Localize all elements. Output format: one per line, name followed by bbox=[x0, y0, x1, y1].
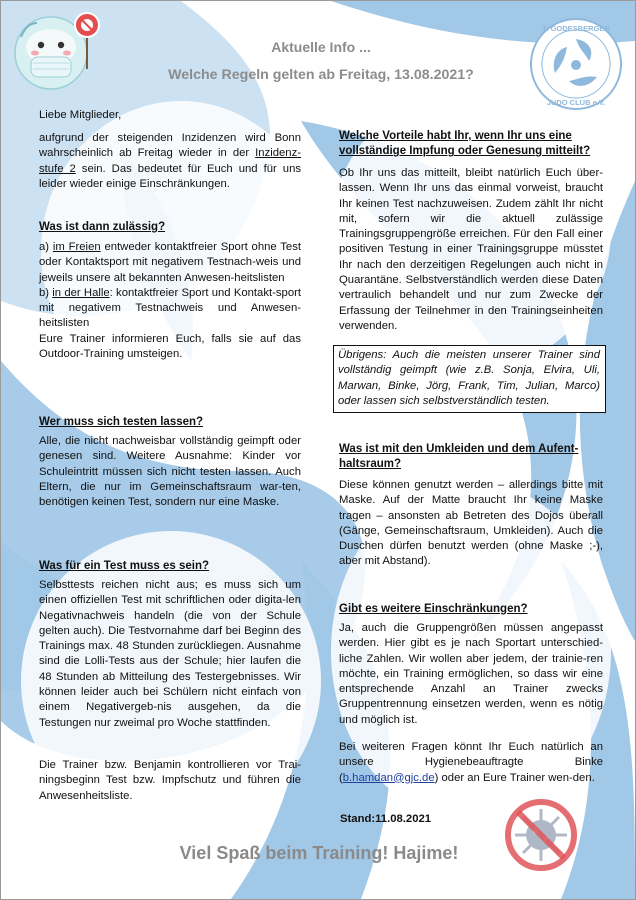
footer-slogan: Viel Spaß beim Training! Hajime! bbox=[179, 843, 459, 863]
umkleiden-text: Diese können genutzt werden – allerdings bitte mit Maske. Auf der Matte braucht Ihr keine Maske tragen – ansonsten ab Betreten des Dojos überall (Gänge, Gemeinschaftsraum, Umkleiden). Auch die Duschen dürfen benutzt werden (ohne Maske ;-), aber mit Abstand). bbox=[339, 479, 603, 568]
intro-text-b: sein. Das bedeutet für Euch und für uns leider wieder einige Einschränkungen. bbox=[39, 162, 301, 190]
heading-testen: Wer muss sich testen lassen? bbox=[39, 416, 204, 428]
inzidenzstufe-link[interactable]: Inzidenz-stufe 2 bbox=[39, 147, 301, 175]
heading-zulaessig: Was ist dann zulässig? bbox=[39, 221, 166, 233]
svg-text:1. GODESBERGER: 1. GODESBERGER bbox=[542, 24, 610, 33]
mask-mascot-icon bbox=[11, 7, 107, 95]
page-subtitle: Welche Regeln gelten ab Freitag, 13.08.2021? bbox=[168, 67, 474, 83]
testen-text: Alle, die nicht nachweisbar vollständig geimpft oder genesen sind. Weitere Ausnahme: Kinder vor Schuleintritt müssen sich nicht testen lassen. Auch Eltern, die nur im Gemeinschaftsraum war-ten, benötigen keinen Test, sondern nur eine Maske. bbox=[39, 435, 301, 509]
email-link[interactable]: b.hamdan@gjc.de bbox=[342, 771, 435, 784]
item-a-text: entweder kontaktfreier Sport ohne Test oder Kontaktsport mit negativem Testnach-weis und jeweils unsere alt bekannten Anwesen-heitslisten bbox=[39, 241, 301, 284]
svg-text:JUDO CLUB e.V.: JUDO CLUB e.V. bbox=[546, 98, 606, 107]
einschraenkungen-text: Ja, auch die Gruppengrößen müssen angepasst werden. Hier gibt es je nach Sportart unterschied-liche Zahlen. Wir wollen aber jedem, der trainie-ren möchte, ein Training ermöglichen, so dass wir eine entsprechende Anzahl an Trainer zwecks Gruppentrennung einsetzen werden, wenn es nötig und möglich ist. bbox=[339, 622, 603, 726]
intro-paragraph bbox=[39, 131, 301, 192]
item-a-prefix: a) bbox=[39, 241, 53, 253]
item-b-prefix: b) bbox=[39, 286, 53, 299]
heading-einschraenkungen: Gibt es weitere Einschränkungen? bbox=[339, 603, 528, 615]
greeting: Liebe Mitglieder, bbox=[39, 109, 122, 121]
vorteile-text: Ob Ihr uns das mitteilt, bleibt natürlich Euch über-lassen. Wenn Ihr uns das einmal vorweist, braucht Ihr keinen Test nachzuweisen. Zudem zählt Ihr nicht mit, sofern wir die aktuell zulässige Trainingsgruppengröße erreichen. Für den Fall einer positiven Testung in einer Trainingsgruppe müsstet Ihr nach den derzeitigen Regelungen auch nicht in Quarantäne. Selbstverständlich werden diese Daten vertraulich behandelt und nur zum Zwecke der Erfassung der Teilnehmer in den Trainingseinheiten verwenden. bbox=[339, 167, 603, 332]
intro-text-a: aufgrund der steigenden Inzidenzen wird Bonn wahrscheinlich ab Freitag wieder in der bbox=[39, 132, 301, 160]
contact-paragraph bbox=[339, 740, 603, 786]
item-a-label: im Freien bbox=[52, 241, 101, 253]
page-title: Aktuelle Info ... bbox=[271, 39, 371, 55]
heading-vorteile: Welche Vorteile habt Ihr, wenn Ihr uns eine vollständige Impfung oder Genesung mitteilt? bbox=[339, 130, 591, 158]
test-art-text: Selbsttests reichen nicht aus; es muss sich um einen offiziellen Test mit schriftlichen oder digita-len Negativnachweis handeln (die von der Schule gelten auch). Die Testvornahme darf bei Beginn des Trainings max. 48 Stunden zurückliegen. Ausnahme sind die Lolli-Tests aus der Schule; hier laufen die 48 Stunden ab Mitteilung des Testergebnisses. Wir können leider auch bei Schülern nicht einfach von einem Negativergeb-nis ausgehen, da die Testungen nur zweimal pro Woche stattfinden. bbox=[39, 579, 301, 729]
item-b-label: in der Halle bbox=[52, 286, 110, 299]
zulaessig-text bbox=[39, 240, 301, 362]
trainer-kontrolle-text: Die Trainer bzw. Benjamin kontrollieren vor Trai-ningsbeginn Test bzw. Impfschutz und führen die Anwesenheitsliste. bbox=[39, 759, 301, 802]
outdoor-info-text: Eure Trainer informieren Euch, falls sie auf das Outdoor-Training umsteigen. bbox=[39, 332, 301, 361]
item-b-text: : kontaktfreier Sport und Kontakt-sport mit negativem Testnachweis und Anwesen-heitslisten bbox=[39, 286, 301, 330]
heading-umkleiden: Was ist mit den Umkleiden und dem Aufent-haltsraum? bbox=[339, 443, 579, 471]
club-logo bbox=[529, 17, 623, 111]
contact-text-b: ) oder an Eure Trainer wen-den. bbox=[434, 771, 595, 784]
stand-date: Stand:11.08.2021 bbox=[340, 813, 432, 825]
trainer-impf-note: Übrigens: Auch die meisten unserer Trainer sind vollständig geimpft (wie z.B. Sonja, Elvira, Uli, Marwan, Binke, Jörg, Frank, Tim, Julian, Marco) oder lassen sich selbstverständlich testen. bbox=[333, 345, 606, 413]
heading-test-art: Was für ein Test muss es sein? bbox=[39, 560, 209, 572]
contact-text-a: Bei weiteren Fragen könnt Ihr Euch natürlich an unsere Hygienebeauftragte Binke ( bbox=[339, 741, 603, 784]
